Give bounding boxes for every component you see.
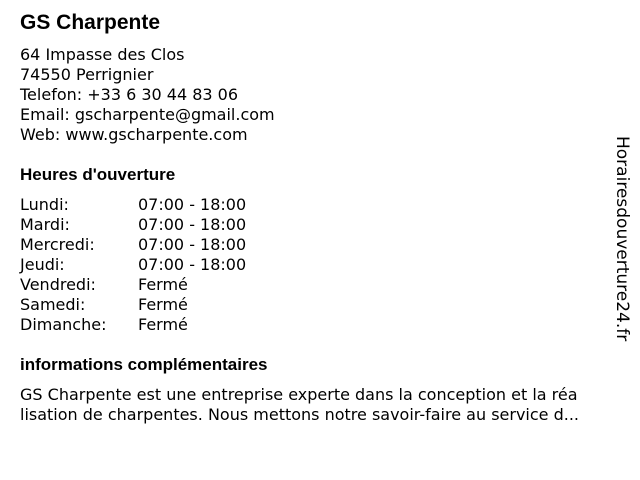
hours-row [20, 275, 630, 295]
hours-row [20, 255, 630, 275]
hours-row [20, 235, 630, 255]
hours-row [20, 215, 630, 235]
additional-info-heading: informations complémentaires [20, 355, 268, 374]
hours-row [20, 315, 630, 335]
info-text-line-1: GS Charpente est une entreprise experte dans la conception et la réa [20, 385, 578, 404]
contact-block [20, 45, 630, 145]
hours-row [20, 195, 630, 215]
hours-day: Lundi: [20, 195, 69, 214]
additional-info-text [20, 385, 630, 425]
email-line: Email: gscharpente@gmail.com [20, 105, 275, 124]
hours-time: 07:00 - 18:00 [138, 255, 247, 274]
address-line-2: 74550 Perrignier [20, 65, 154, 84]
hours-time: Fermé [138, 275, 188, 294]
site-watermark: Horairesdouverture24.fr [612, 136, 632, 342]
business-name: GS Charpente [20, 11, 161, 34]
address-line-1: 64 Impasse des Clos [20, 45, 185, 64]
hours-time: 07:00 - 18:00 [138, 195, 247, 214]
hours-row [20, 295, 630, 315]
hours-time: Fermé [138, 295, 188, 314]
opening-hours-heading: Heures d'ouverture [20, 165, 176, 184]
business-card [20, 12, 630, 425]
hours-day: Mardi: [20, 215, 70, 234]
phone-line: Telefon: +33 6 30 44 83 06 [20, 85, 239, 104]
hours-time: 07:00 - 18:00 [138, 235, 247, 254]
hours-time: Fermé [138, 315, 188, 334]
info-text-line-2: lisation de charpentes. Nous mettons notre savoir-faire au service d... [20, 405, 579, 424]
opening-hours-table [20, 195, 630, 335]
hours-day: Samedi: [20, 295, 86, 314]
website-line: Web: www.gscharpente.com [20, 125, 248, 144]
hours-day: Vendredi: [20, 275, 96, 294]
hours-day: Mercredi: [20, 235, 95, 254]
hours-day: Dimanche: [20, 315, 107, 334]
hours-time: 07:00 - 18:00 [138, 215, 247, 234]
hours-day: Jeudi: [20, 255, 65, 274]
